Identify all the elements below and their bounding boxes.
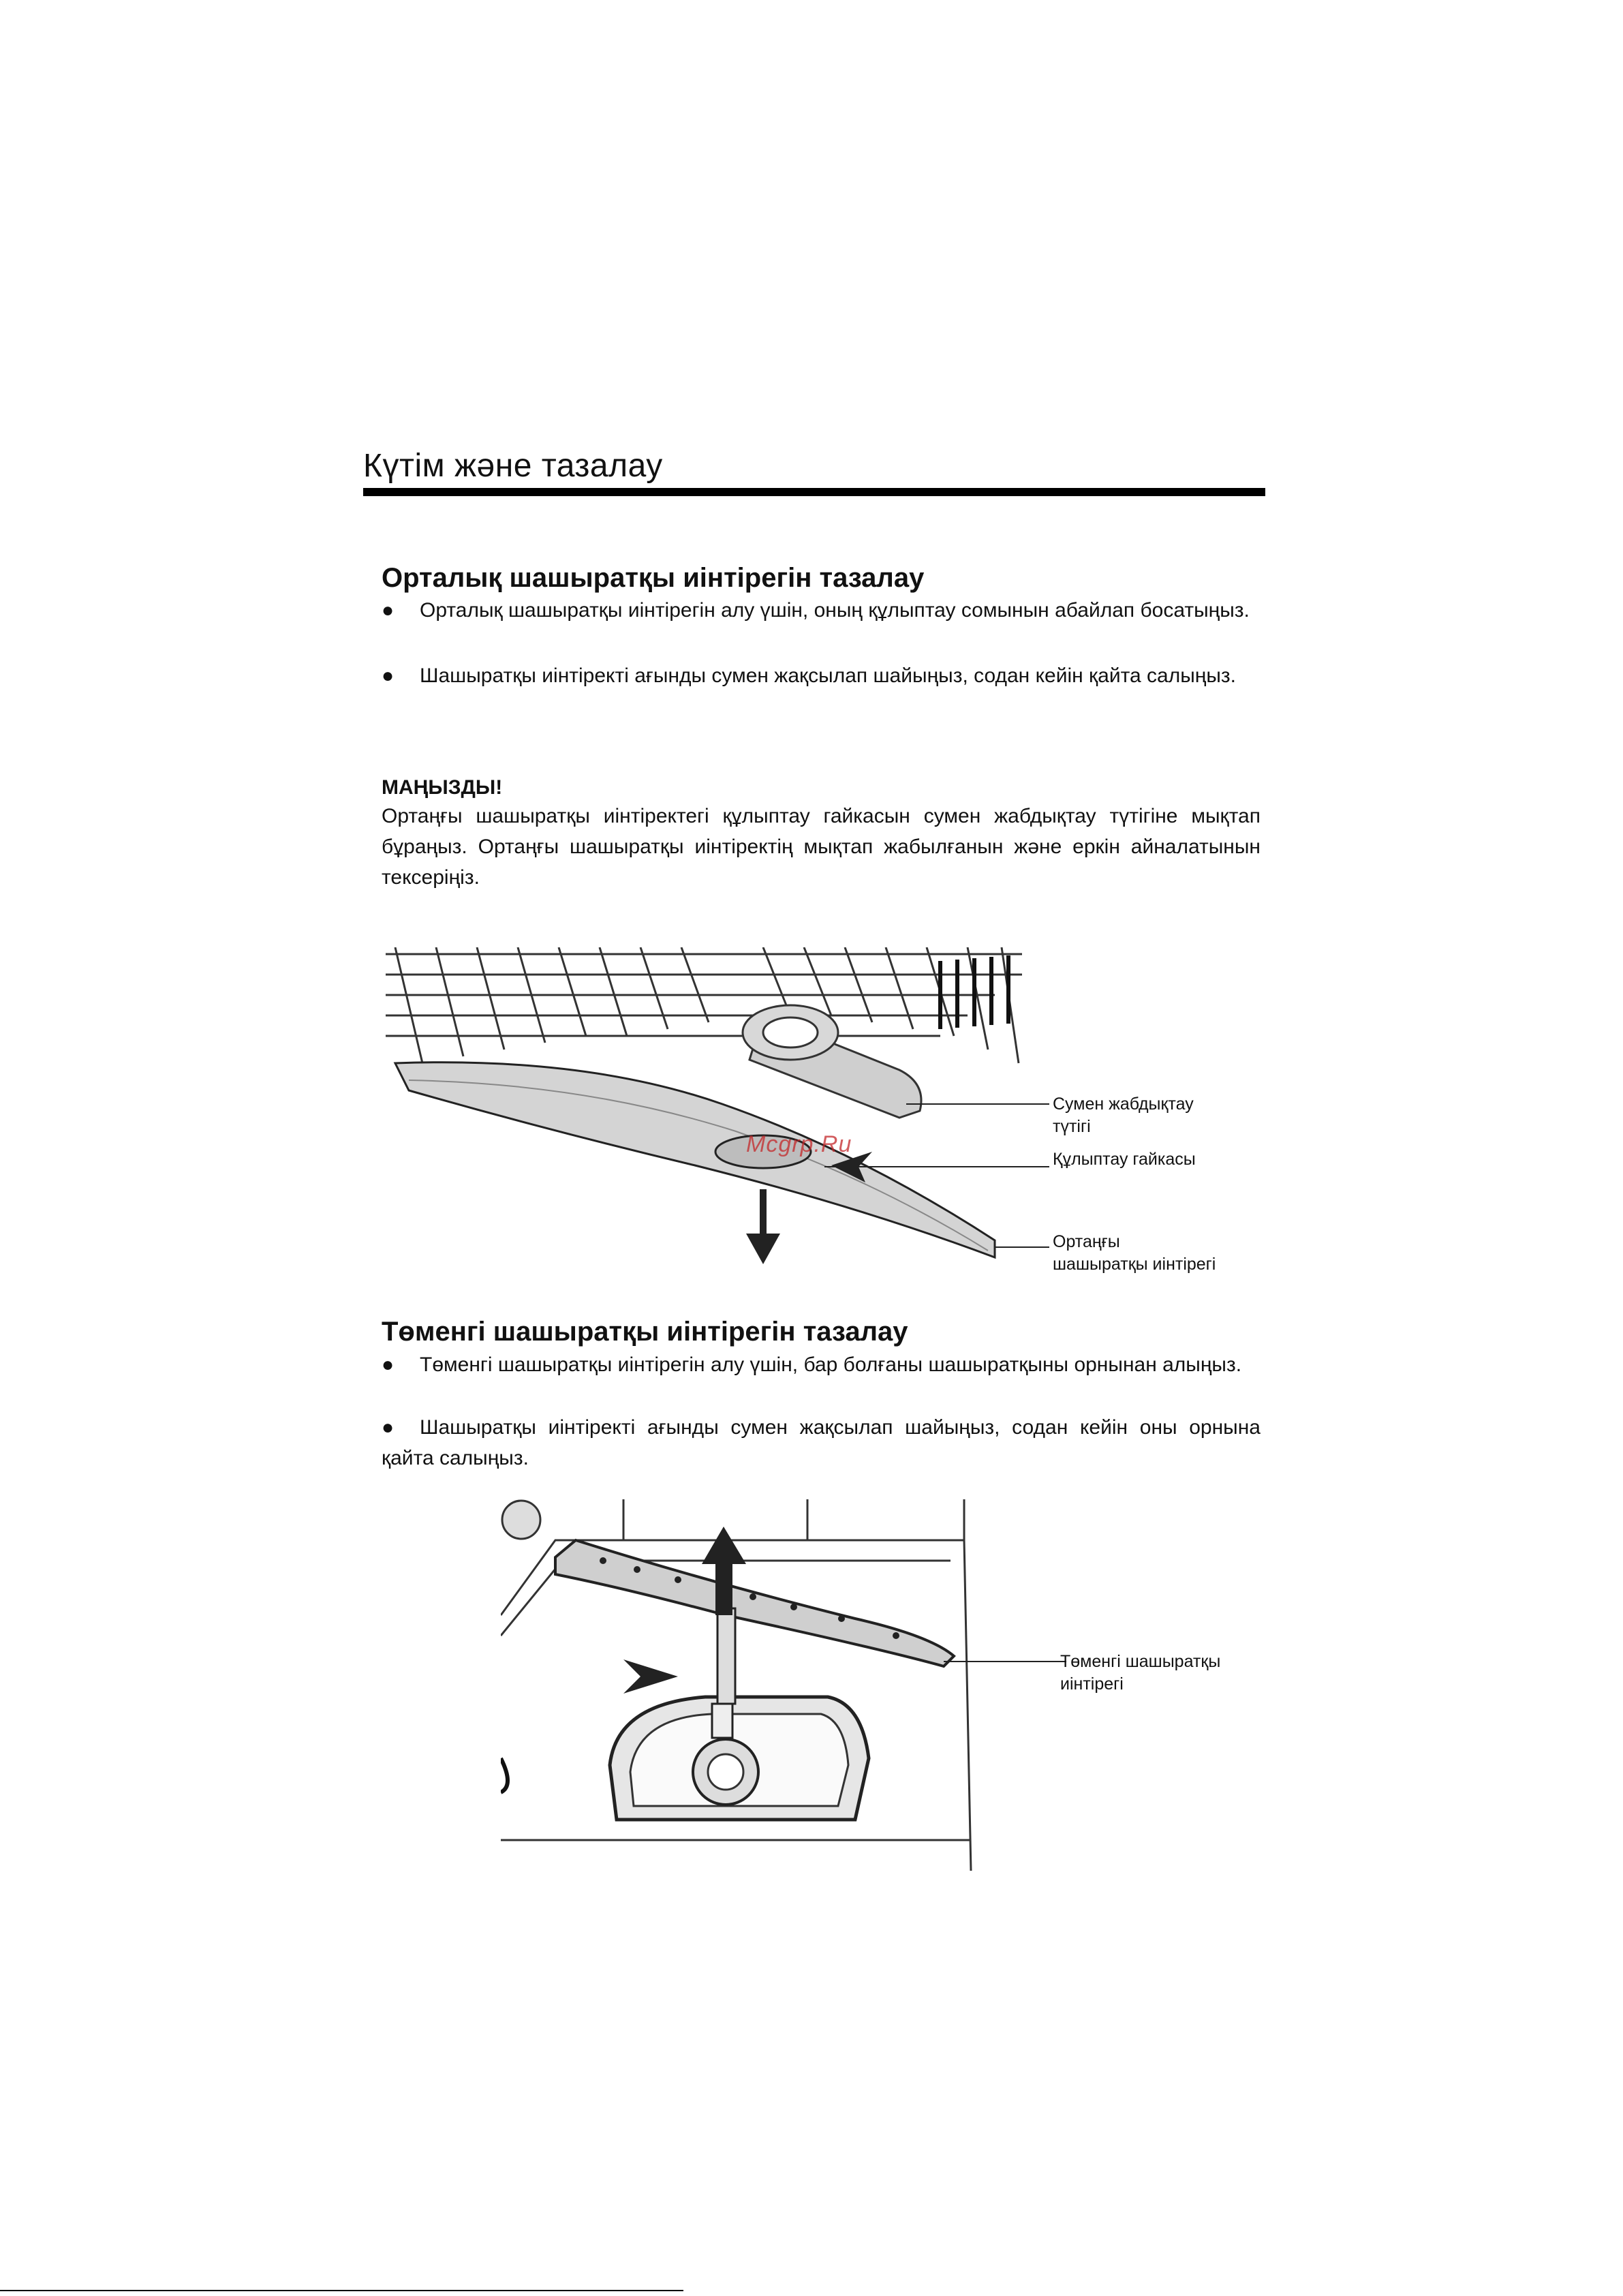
important-text: Ортаңғы шашыратқы иінтіректегі құлыптау гайкасын сумен жабдықтау түтігіне мықтап бұраңыз. Ортаңғы шашыратқы иінтіректің мықтап жабылғанын және еркін айналатынын тексеріңіз. (382, 805, 1261, 889)
page-title: Күтім және тазалау (363, 448, 663, 484)
callout-middle-spray-arm: Ортаңғы шашыратқы иінтірегі (1053, 1232, 1216, 1274)
bullet-paragraph (382, 1412, 1261, 1473)
bullet-icon: ● (382, 1353, 395, 1376)
callout-lower-spray-arm: Төменгі шашыратқы иінтірегі (1060, 1652, 1221, 1694)
page-header (363, 446, 1265, 487)
bullet-paragraph (382, 1349, 1261, 1380)
bullet-icon: ● (382, 664, 395, 687)
bullet-text: Шашыратқы иінтіректі ағынды сумен жақсылап шайыңыз, содан кейін қайта салыңыз. (420, 664, 1237, 687)
down-arrow-icon (746, 1189, 780, 1264)
section-title-middle-arm: Орталық шашыратқы иінтірегін тазалау (382, 563, 925, 593)
important-label: МАҢЫЗДЫ! (382, 776, 503, 799)
rack-wires (386, 947, 1022, 1063)
bullet-text: Төменгі шашыратқы иінтірегін алу үшін, бар болғаны шашыратқыны орнынан алыңыз. (420, 1353, 1242, 1376)
rack-tines (940, 955, 1008, 1029)
watermark: Mcgrp.Ru (746, 1131, 852, 1157)
pointer-arrow-icon (623, 1659, 678, 1694)
lower-spray-arm-illustration (501, 1499, 1066, 1871)
header-rule (363, 488, 1265, 496)
callout-lock-nut: Құлыптау гайкасы (1053, 1150, 1196, 1169)
section-title-lower-arm: Төменгі шашыратқы иінтірегін тазалау (382, 1317, 908, 1347)
bullet-text: Шашыратқы иінтіректі ағынды сумен жақсылап шайыңыз, содан кейін оны орнына қайта салыңыз. (382, 1416, 1261, 1469)
bullet-icon: ● (382, 599, 395, 622)
bullet-paragraph (382, 660, 1261, 691)
callout-water-supply-pipe: Сумен жабдықтау түтігі (1053, 1095, 1194, 1136)
bullet-text: Орталық шашыратқы иінтірегін алу үшін, оның құлыптау сомынын абайлап босатыңыз. (420, 599, 1250, 622)
bullet-icon: ● (382, 1416, 395, 1439)
middle-spray-arm-illustration (382, 947, 1049, 1281)
bottom-rule (0, 2290, 683, 2291)
lower-spray-arm (555, 1540, 954, 1666)
bullet-paragraph (382, 595, 1261, 626)
